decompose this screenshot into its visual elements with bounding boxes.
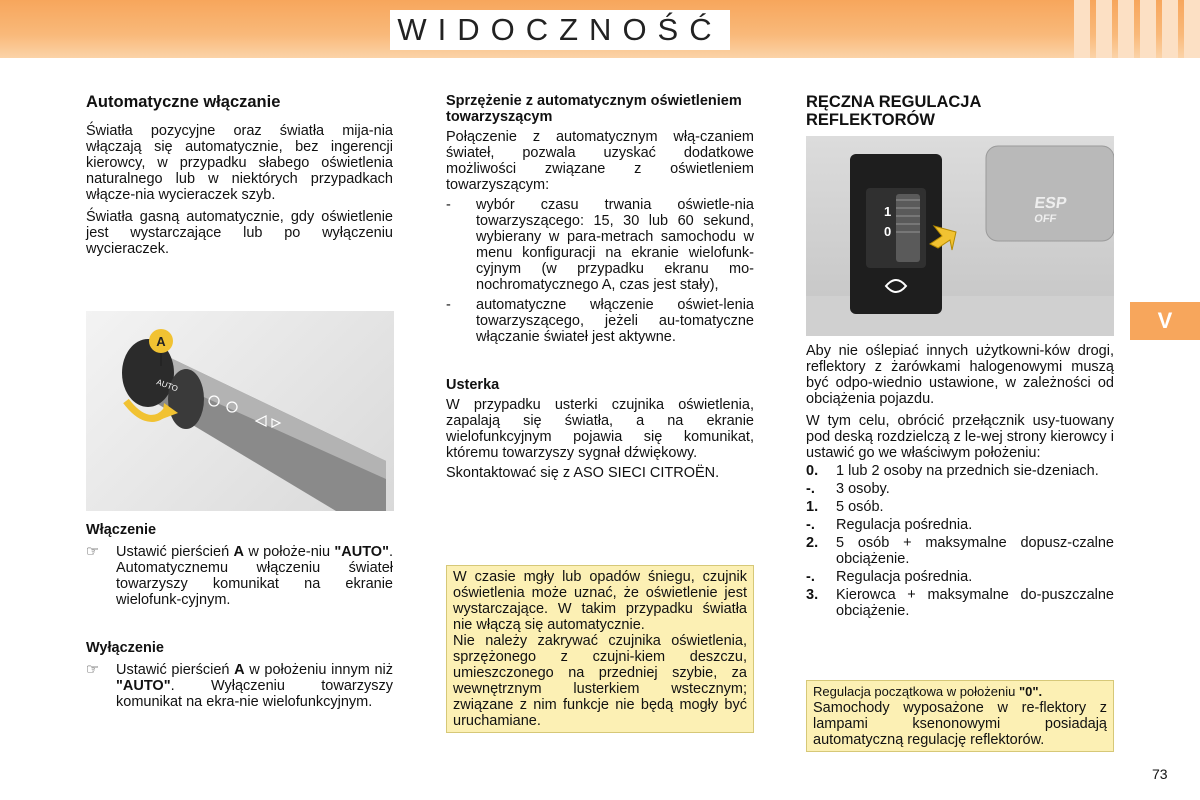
page-title: WIDOCZNOŚĆ bbox=[390, 10, 730, 50]
pointing-hand-icon: ☞ bbox=[86, 662, 99, 678]
paragraph: W przypadku usterki czujnika oświetlenia, zapalają się światła, a na ekranie wielofunkcyjnym pojawia się komunikat, któremu towarzyszy sygnał dźwiękowy. bbox=[446, 397, 754, 461]
subheading-fault: Usterka bbox=[446, 377, 500, 393]
list-item: 2. 5 osób + maksymalne dopusz-czalne obciążenie. bbox=[806, 535, 1114, 567]
off-label: OFF bbox=[1033, 213, 1058, 225]
list-item: ☞ Ustawić pierścień A w położe-niu "AUTO". Automatycznemu włączeniu świateł towarzyszy komunikat na ekranie wielofunk-cyjnym. bbox=[86, 544, 393, 608]
chapter-tab: V bbox=[1130, 302, 1200, 340]
header-stripes bbox=[1074, 0, 1200, 58]
subheading-off: Wyłączenie bbox=[86, 640, 164, 656]
section-heading: RĘCZNA REGULACJA REFLEKTORÓW bbox=[806, 93, 981, 129]
position-0-label: 0 bbox=[884, 224, 892, 239]
column-headlamp-text bbox=[806, 343, 1114, 619]
paragraph: Światła pozycyjne oraz światła mija-nia włączają się automatycznie, bez ingerencji kierowcy, w przypadku słabego oświetlenia naturalnego lub w niektórych przypadkach włącze-nia wycieraczek szyb. bbox=[86, 123, 393, 203]
headlamp-switch-photo bbox=[806, 136, 1114, 336]
position-1-label: 1 bbox=[884, 204, 892, 219]
note-paragraph: Nie należy zakrywać czujnika oświetlenia, sprzężonego z czujni-kiem deszczu, umieszczonego na przedniej szybie, za wewnętrznym lusterkiem wstecznym; związane z nim funkcje nie będą mogły być uruchamiane. bbox=[453, 633, 747, 729]
list-item: -. Regulacja pośrednia. bbox=[806, 517, 973, 533]
section-heading: Sprzężenie z automatycznym oświetleniem towarzyszącym bbox=[446, 93, 742, 125]
column-automatic-lights bbox=[86, 93, 393, 257]
column-headlamp-adjustment bbox=[806, 93, 1114, 129]
stalk-photo bbox=[86, 311, 394, 511]
paragraph: Światła gasną automatycznie, gdy oświetlenie jest wystarczające lub po wyłączeniu wycieraczek. bbox=[86, 209, 393, 257]
list-item: ☞ Ustawić pierścień A w położeniu innym niż "AUTO". Wyłączeniu towarzyszy komunikat na ekra-nie wielofunkcyjnym. bbox=[86, 662, 393, 710]
column-follow-me-home bbox=[446, 93, 754, 481]
note-paragraph: W czasie mgły lub opadów śniegu, czujnik oświetlenia może uznać, że oświetlenie jest wystarczające. W takim przypadku światła nie włączą się automatycznie. bbox=[453, 569, 747, 633]
list-item: 3. Kierowca + maksymalne do-puszczalne obciążenie. bbox=[806, 587, 1114, 619]
list-item: - automatyczne włączenie oświet-lenia towarzyszącego, jeżeli au-tomatyczne włączanie świateł jest aktywne. bbox=[446, 297, 754, 345]
paragraph: Aby nie oślepiać innych użytkowni-ków drogi, reflektory z żarówkami halogenowymi muszą być odpo-wiednio ustawione, w zależności od obciążenia pojazdu. bbox=[806, 343, 1114, 407]
list-item: -. 3 osoby. bbox=[806, 481, 890, 497]
section-heading: Automatyczne włączanie bbox=[86, 93, 281, 111]
page-number: 73 bbox=[1152, 766, 1168, 782]
list-item: -. Regulacja pośrednia. bbox=[806, 569, 973, 585]
paragraph: Skontaktować się z ASO SIECI CITROËN. bbox=[446, 465, 720, 481]
list-item: 1. 5 osób. bbox=[806, 499, 884, 515]
note-paragraph: Regulacja początkowa w położeniu "0". bbox=[813, 684, 1043, 699]
pointing-hand-icon: ☞ bbox=[86, 544, 99, 560]
subheading-on: Włączenie bbox=[86, 522, 157, 538]
column-on-off bbox=[86, 522, 393, 710]
warning-note bbox=[446, 565, 754, 733]
paragraph: Połączenie z automatycznym włą-czaniem świateł, pozwala uzyskać dodatkowe możliwości związane z oświetleniem towarzyszącym: bbox=[446, 129, 754, 193]
esp-label: ESP bbox=[1033, 194, 1068, 212]
auto-label: AUTO bbox=[155, 377, 180, 394]
paragraph: W tym celu, obrócić przełącznik usy-tuowany pod deską rozdzielczą z le-wej strony kierowcy i ustawić go we właściwym położeniu: bbox=[806, 413, 1114, 461]
ring-label: A bbox=[156, 334, 166, 349]
list-item: 0. 1 lub 2 osoby na przednich sie-dzeniach. bbox=[806, 463, 1099, 479]
note-paragraph: Samochody wyposażone w re-flektory z lampami ksenonowymi posiadają automatyczną regulację reflektorów. bbox=[813, 700, 1107, 748]
xenon-note bbox=[806, 680, 1114, 752]
list-item: - wybór czasu trwania oświetle-nia towarzyszącego: 15, 30 lub 60 sekund, wybierany w para-metrach samochodu w menu konfiguracji na ekranie wielofunk-cyjnym (w przypadku ekranu mo-nochromatycznego A, czas jest stały), bbox=[446, 197, 754, 293]
